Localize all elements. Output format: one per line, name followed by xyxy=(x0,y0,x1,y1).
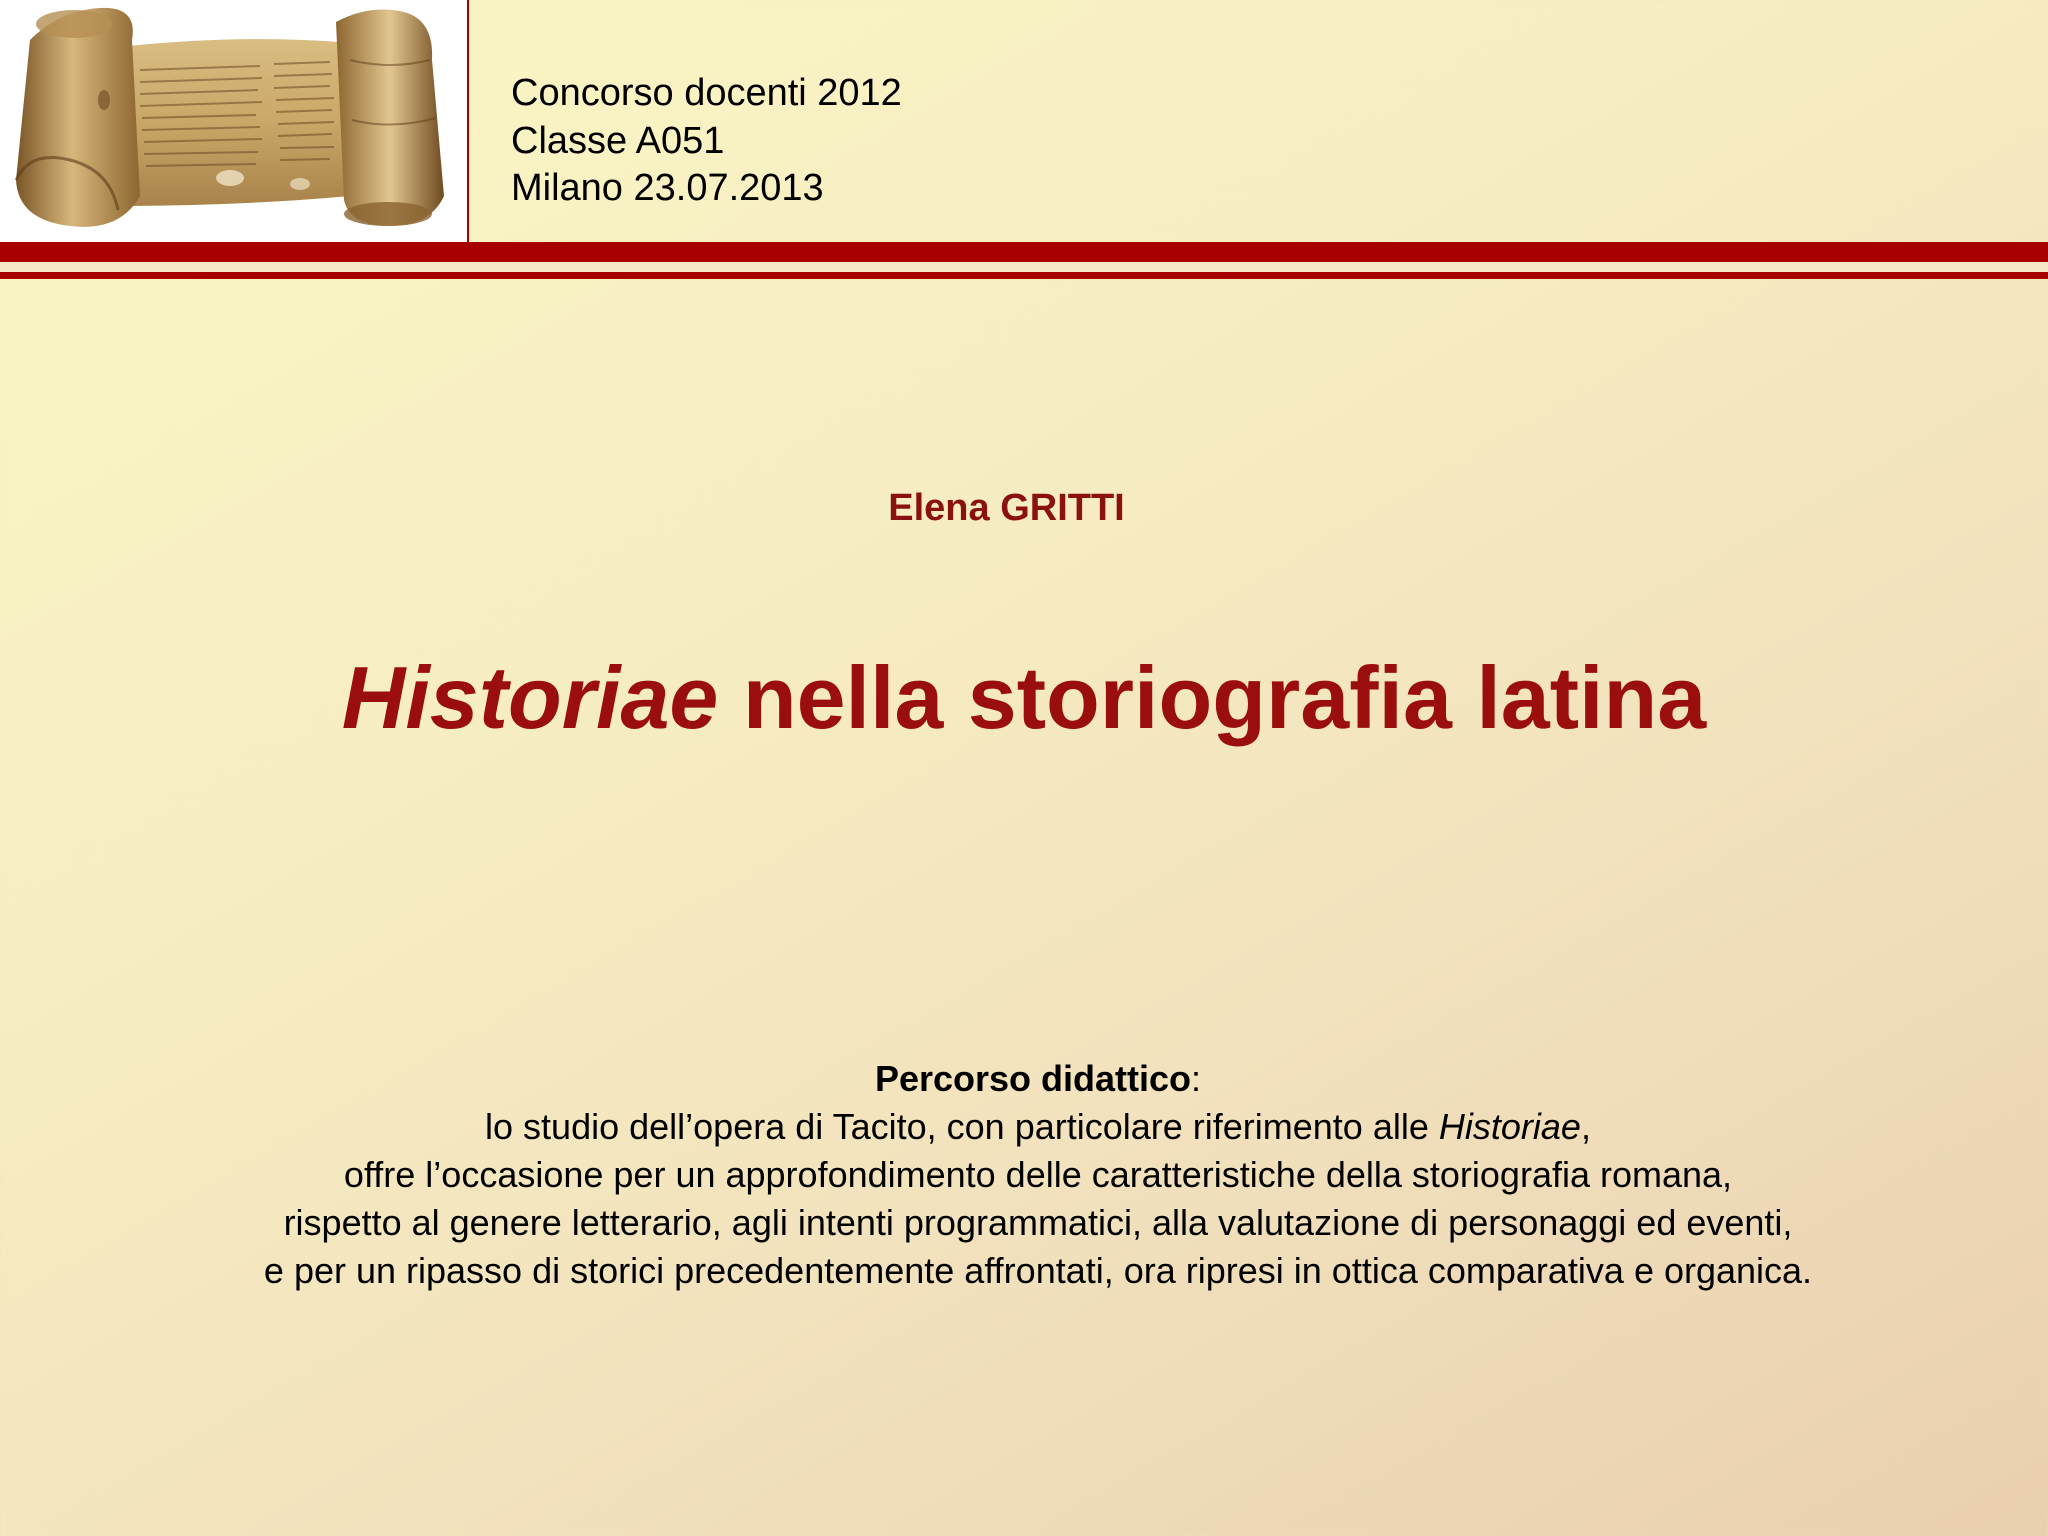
percorso-heading-colon: : xyxy=(1191,1058,1202,1099)
percorso-heading: Percorso didattico xyxy=(874,1058,1192,1099)
header-band-gap xyxy=(0,262,2048,272)
header-info xyxy=(511,70,902,213)
ancient-scroll-icon xyxy=(0,0,468,242)
slide-title xyxy=(0,647,2048,749)
header-line-date: Milano 23.07.2013 xyxy=(511,167,824,209)
percorso-line-2: offre l’occasione per un approfondimento delle caratteristiche della storiografia romana, xyxy=(343,1154,1733,1195)
percorso-line-1-italic: Historiae xyxy=(1438,1106,1581,1147)
title-italic-word: Historiae xyxy=(341,648,719,747)
header-band-thick xyxy=(0,242,2048,262)
percorso-line-3: rispetto al genere letterario, agli intenti programmatici, alla valutazione di personaggi ed eventi, xyxy=(283,1202,1793,1243)
percorso-line-1-comma: , xyxy=(1580,1106,1591,1147)
header-divider xyxy=(467,0,469,244)
header-band-thin xyxy=(0,272,2048,279)
percorso-line-4: e per un ripasso di storici precedentemente affrontati, ora ripresi in ottica comparativa e organica. xyxy=(263,1250,1813,1291)
author-name: Elena GRITTI xyxy=(888,487,1125,529)
percorso-line-1-text: lo studio dell’opera di Tacito, con particolare riferimento alle xyxy=(485,1106,1439,1147)
percorso-description xyxy=(0,1055,2048,1295)
header-line-concorso: Concorso docenti 2012 xyxy=(511,72,902,114)
percorso-line-1 xyxy=(0,1103,2048,1151)
title-rest: nella storiografia latina xyxy=(718,648,1707,747)
header-line-classe: Classe A051 xyxy=(511,119,725,162)
percorso-heading-line xyxy=(0,1055,2048,1103)
header-image-panel xyxy=(0,0,468,242)
